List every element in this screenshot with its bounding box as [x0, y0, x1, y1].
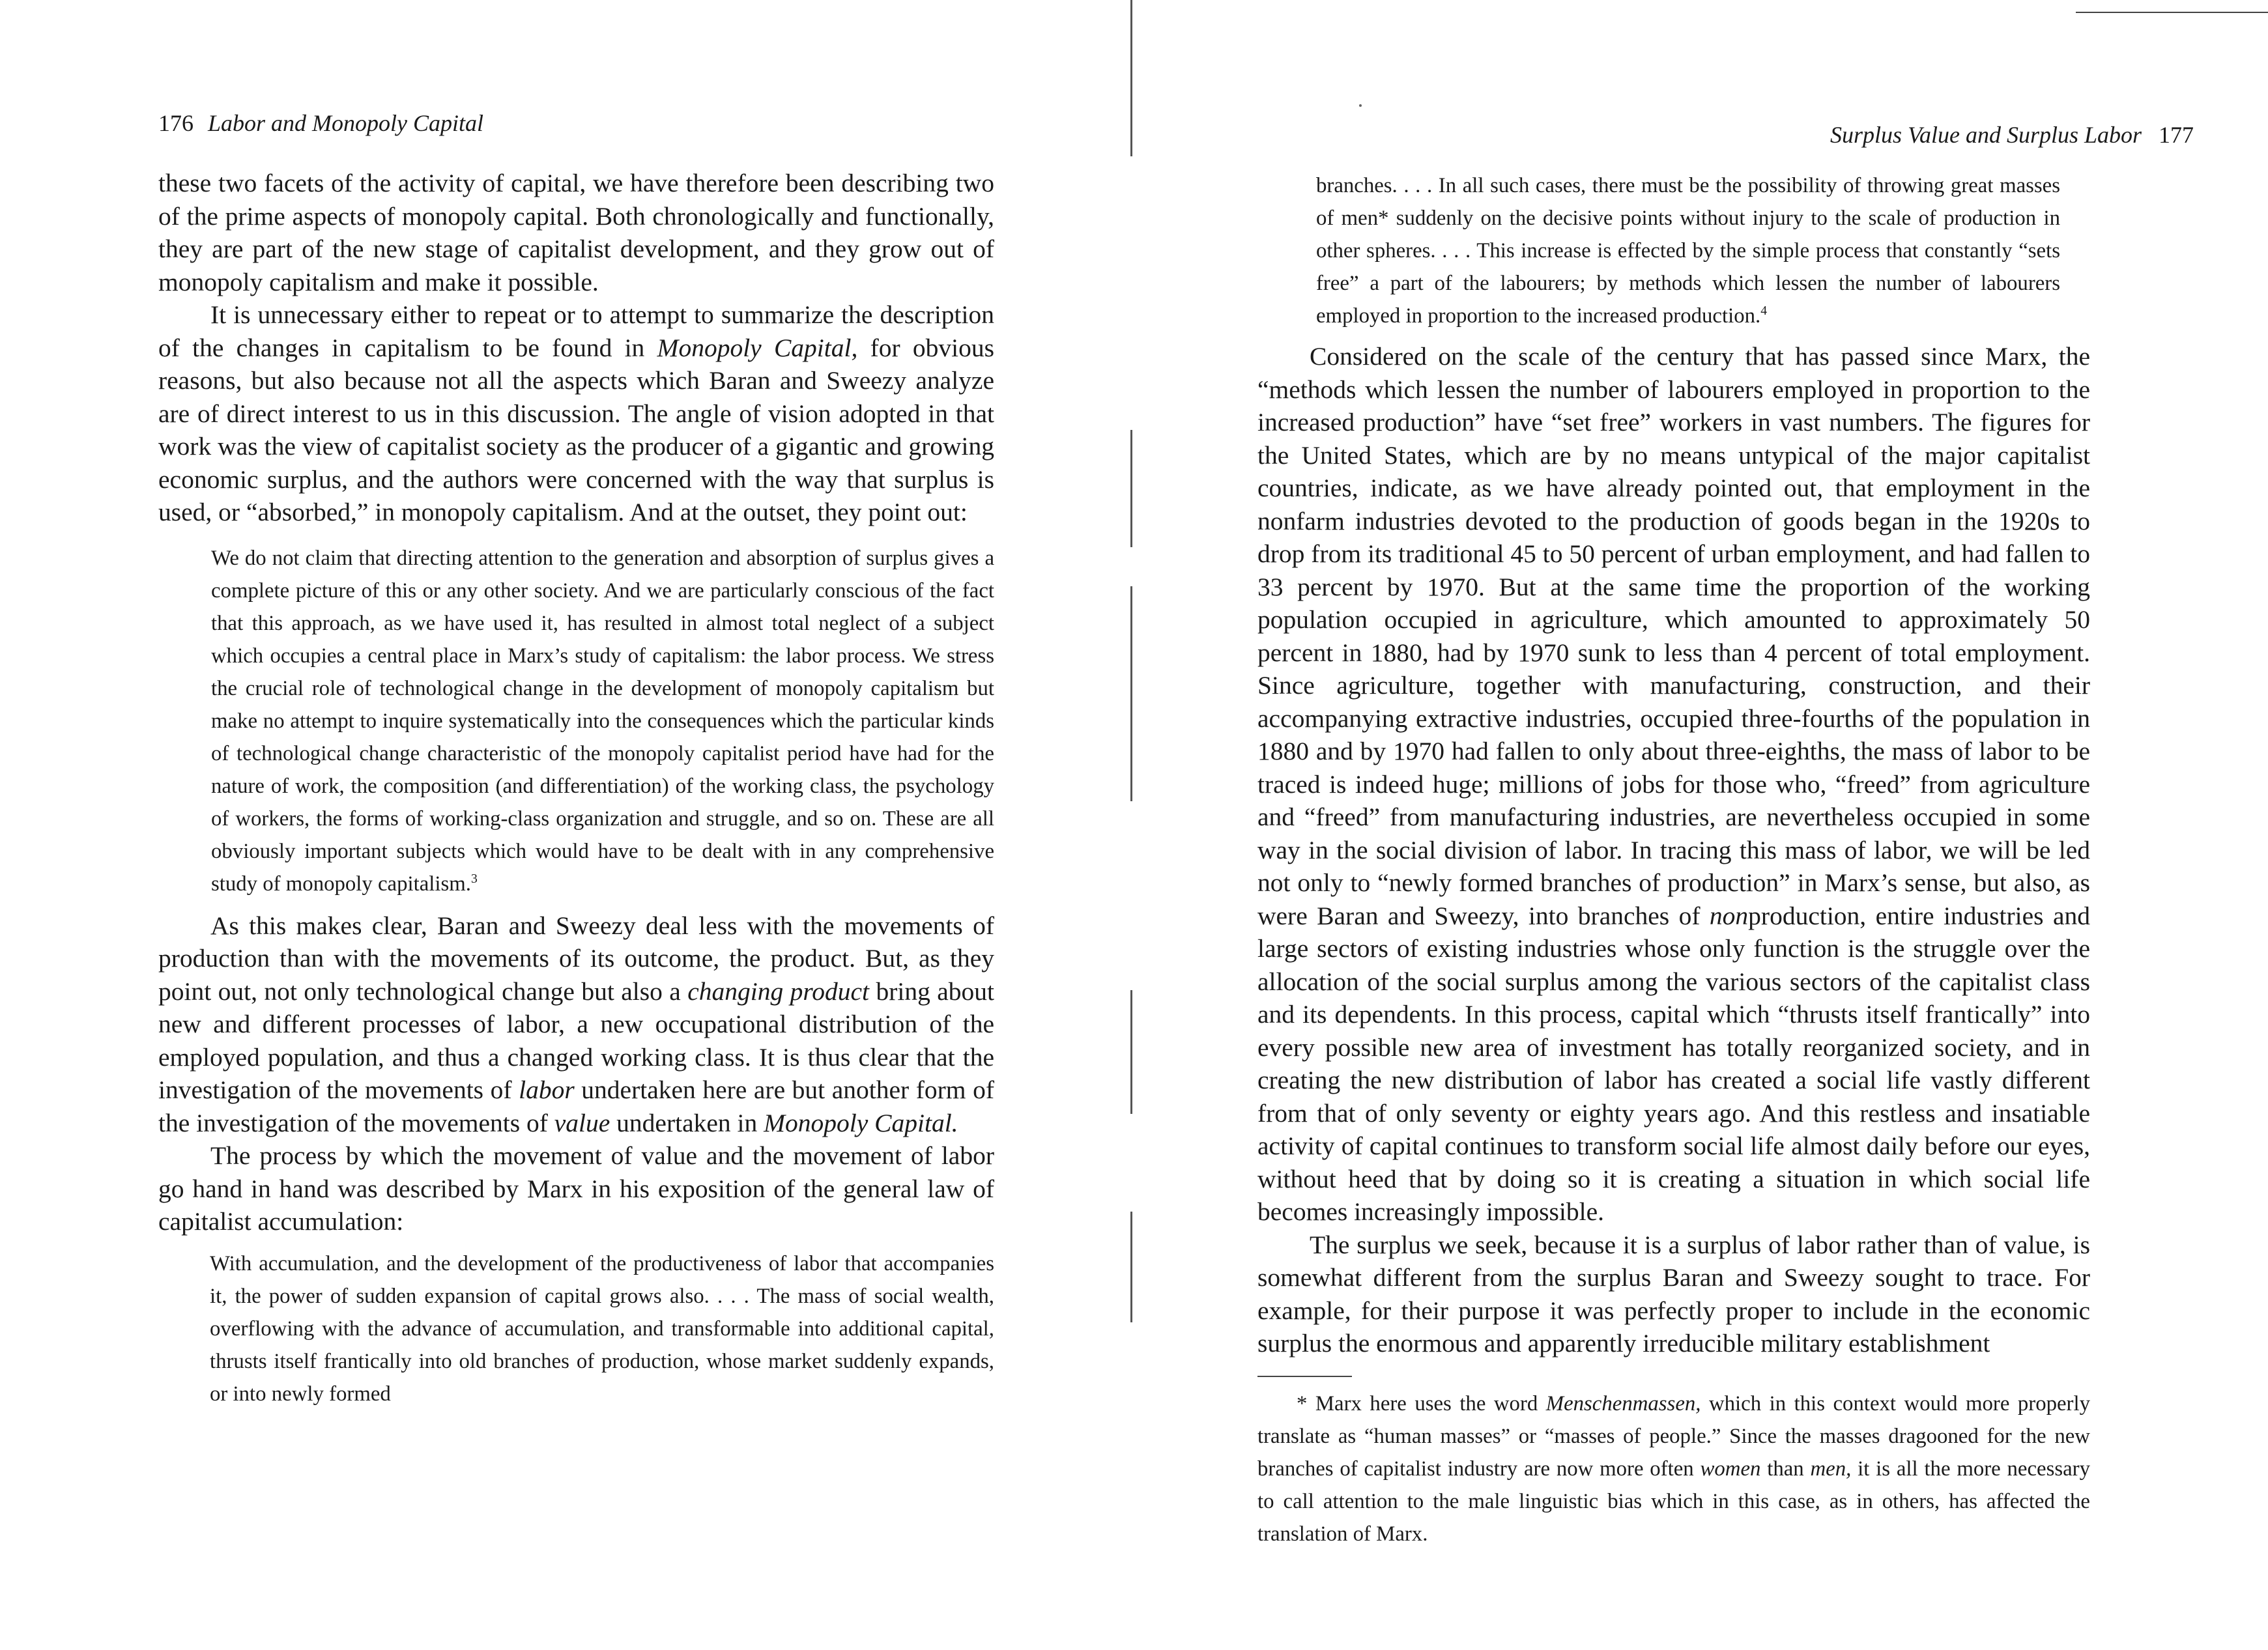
text-run: undertaken in [610, 1108, 764, 1137]
paragraph [158, 1139, 994, 1238]
text-run: branches. . . . In all such cases, there must be the possibility of throwing great masses of men* suddenly on the decisive points without injury to the scale of production in other spheres. . . . This increase is effected by the simple process that constantly “sets free” a part of the labourers; by methods which lessen the number of labourers employed in proportion to the increased production. [1316, 174, 2060, 328]
footnote-ref: 4 [1760, 304, 1768, 319]
running-head-right: Surplus Value and Surplus Labor [1830, 122, 2142, 148]
paragraph [1257, 340, 2090, 1229]
text-run: production, entire industries and large sectors of existing industries whose only function is the struggle over the allocation of the social surplus among the various sectors of the capitalist class and its dependents. In this process, capital which “thrusts itself frantically” into every possible new area of investment has totally reorganized society, and in creating the new distribution of labor has created a social life vastly different from that of only seventy or eighty years ago. And this restless and insatiable activity of capital continues to transform social life almost daily before our eyes, without heed that by doing so it is creating a situation in which social life becomes increasingly impossible. [1257, 901, 2090, 1226]
running-head-left: Labor and Monopoly Capital [208, 110, 484, 136]
paragraph [1257, 1229, 2090, 1360]
left-page-body [158, 167, 994, 1410]
text-run: undertaken here are but another form of the investigation of the movements of [158, 1075, 995, 1137]
text-run: than [1760, 1457, 1811, 1481]
text-run: It is unnecessary either to repeat or to attempt to summarize the description of the changes in capitalism to be found in [158, 300, 994, 362]
text-run: for obvious reasons, but also because not all the aspects which Baran and Sweezy analyze are of direct interest to us in this discussion. The angle of vision adopted in that work was the view of capitalist society as the producer of a gigantic and growing economic surplus, and the authors were concerned with the way that surplus is used, or “absorbed,” in monopoly capitalism. And at the outset, they point out: [158, 333, 995, 526]
paragraph [158, 298, 994, 529]
footnote-ref: 3 [471, 871, 478, 886]
text-run: which in this context would more properly translate as “human masses” or “masses of people.” Since the masses dragooned for the new branches of capitalist industry are now more often [1257, 1391, 2090, 1481]
text-run: it is all the more necessary to call attention to the male linguistic bias which in this case, as in others, has affected the translation of Marx. [1257, 1457, 2090, 1546]
text-run: With accumulation, and the development of the productiveness of labor that accompanies it, the power of sudden expansion of capital grows also. . . . The mass of social wealth, overflowing with the advance of accumulation, and transformable into additional capital, thrusts itself frantically into old branches of production, whose market suddenly expands, or into newly formed [210, 1251, 994, 1406]
paragraph [158, 909, 994, 1140]
footnote [1257, 1387, 2090, 1550]
emphasis: women [1700, 1457, 1761, 1481]
book-gutter [1130, 0, 1132, 1650]
text-run: * Marx here uses the word [1297, 1391, 1546, 1415]
text-run: As this makes clear, Baran and Sweezy deal less with the movements of production than with the movements of its outcome, the product. But, as they point out, not only technological change but also a [158, 911, 994, 1006]
emphasis: changing product [687, 976, 870, 1006]
page-number-right: 177 [2159, 122, 2194, 148]
emphasis: Menschenmassen, [1545, 1391, 1701, 1415]
text-run: these two facets of the activity of capital, we have therefore been describing two of the prime aspects of monopoly capital. Both chronologically and functionally, they are part of the new stage of capitalist development, and they grow out of monopoly capitalism and make it possible. [158, 169, 994, 296]
right-page-body [1257, 169, 2090, 1550]
emphasis: labor [519, 1075, 575, 1104]
text-run: Considered on the scale of the century that has passed since Marx, the “methods which lessen the number of labourers employed in proportion to the increased production” have “set free” workers in vast numbers. The figures for the United States, which are by no means untypical of the major capitalist countries, indicate, as we have already pointed out, that employment in the nonfarm industries devoted to the production of goods began in the 1920s to drop from its traditional 45 to 50 percent of urban employment, and had fallen to 33 percent by 1970. But at the same time the proportion of the working population occupied in agriculture, which amounted to approximately 50 percent in 1880, had by 1970 sunk to less than 4 percent of total employment. Since agriculture, together with manufacturing, construction, and their accompanying extractive industries, occupied three-fourths of the population in 1880 and by 1970 had fallen to only about three-eighths, the mass of labor to be traced is indeed huge; millions of jobs for those who, “freed” from agriculture and “freed” from manufacturing industries, are nevertheless occupied in some way in the social division of labor. In tracing this mass of labor, we will be led not only to “newly formed branches of production” in Marx’s sense, but also, as were Baran and Sweezy, into branches of [1257, 342, 2090, 930]
emphasis: non [1709, 901, 1749, 930]
text-run: The process by which the movement of value and the movement of labor go hand in hand was described by Marx in his exposition of the general law of capitalist accumulation: [158, 1141, 994, 1236]
paragraph [158, 167, 994, 298]
block-quote [211, 542, 994, 900]
emphasis: value [554, 1108, 610, 1137]
block-quote [210, 1247, 994, 1410]
emphasis: men, [1810, 1457, 1852, 1481]
text-run: bring about new and different processes of labor, a new occupational distribution of the employed population, and thus a changed working class. It is thus clear that the investigation of the movements of [158, 976, 995, 1104]
page-number-left: 176 [158, 110, 194, 136]
footnote-rule [1257, 1376, 1352, 1377]
left-running-header [158, 109, 483, 137]
text-run: We do not claim that directing attention to the generation and absorption of surplus gives a complete picture of this or any other society. And we are particularly conscious of the fact that this approach, as we have used it, has resulted in almost total neglect of a subject which occupies a central place in Marx’s study of capitalism: the labor process. We stress the crucial role of technological change in the development of monopoly capitalism but make no attempt to inquire systematically into the consequences which the particular kinds of technological change characteristic of the monopoly capitalist period have had for the nature of work, the composition (and differentiation) of the working class, the psychology of workers, the forms of working-class organization and struggle, and so on. These are all obviously important subjects which would have to be dealt with in any comprehensive study of monopoly capitalism. [211, 546, 994, 896]
book-title: Monopoly Capital, [657, 333, 858, 362]
book-title: Monopoly Capital. [764, 1108, 958, 1137]
right-running-header [1830, 121, 2194, 149]
block-quote-continued [1316, 169, 2060, 332]
text-run: The surplus we seek, because it is a surplus of labor rather than of value, is somewhat different from the surplus Baran and Sweezy sought to trace. For example, for their purpose it was perfectly proper to include in the economic surplus the enormous and apparently irreducible military establishment [1257, 1230, 2090, 1358]
